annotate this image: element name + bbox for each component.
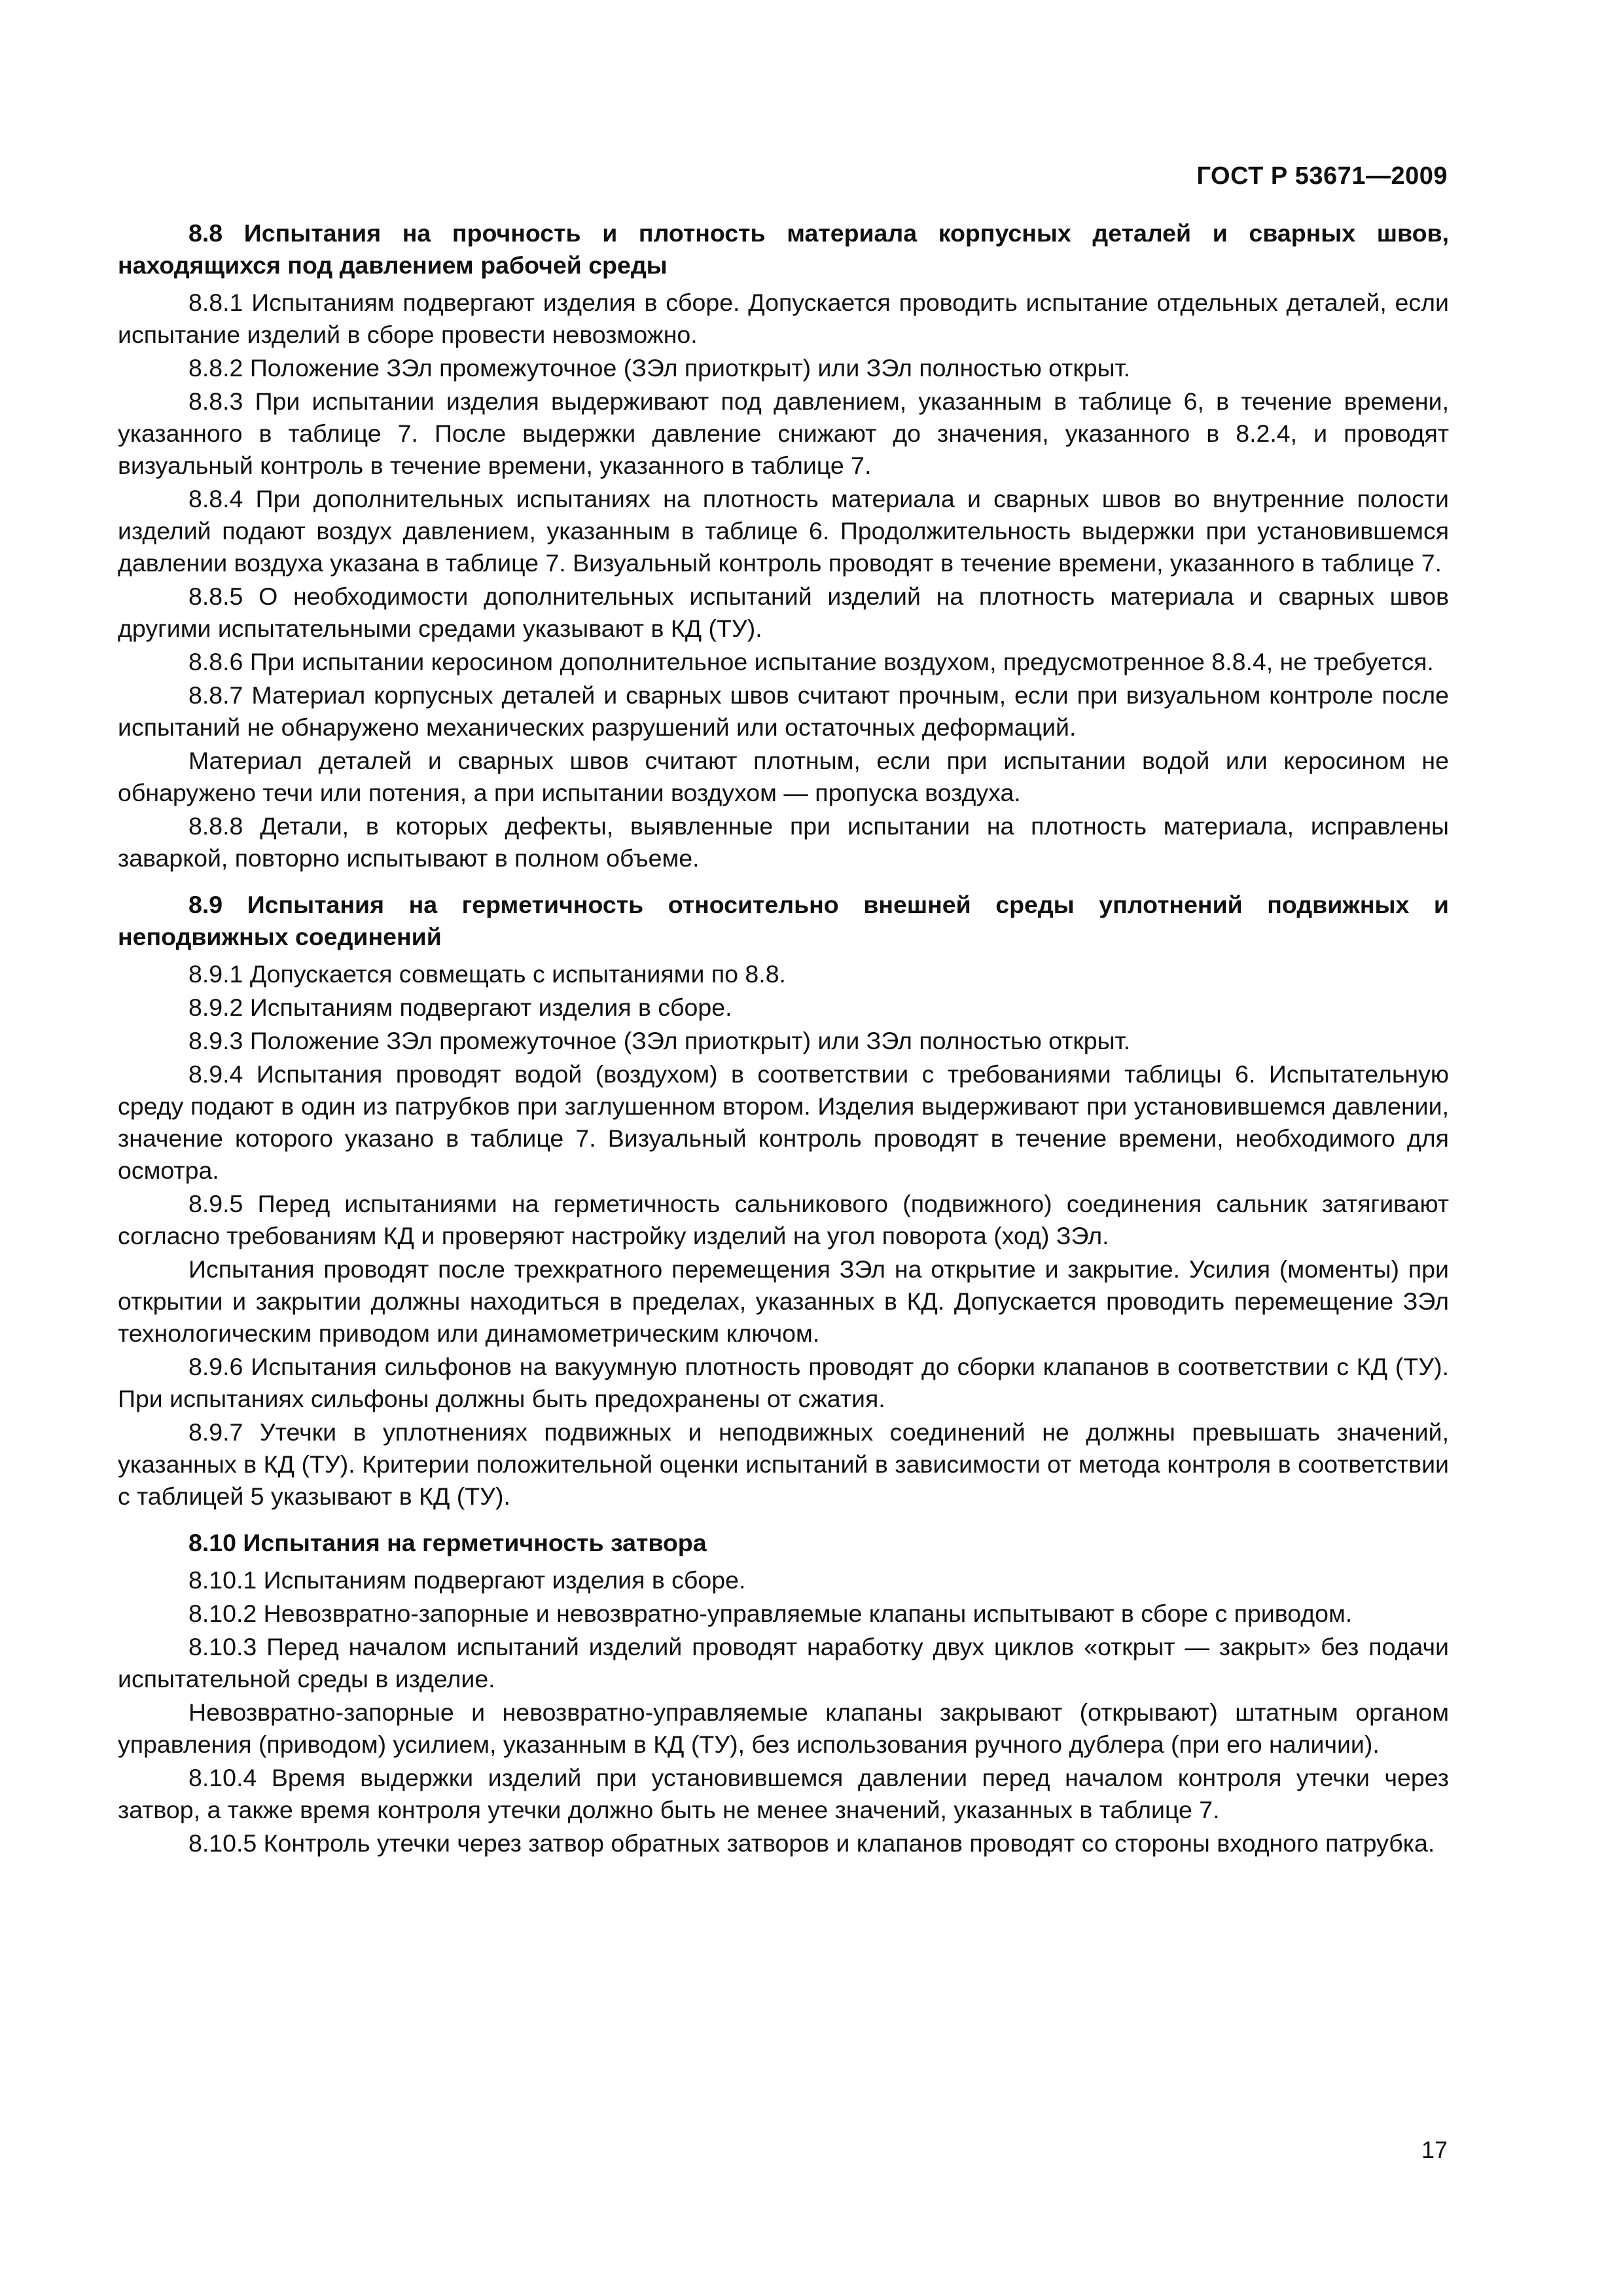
paragraph-8-10-3: 8.10.3 Перед началом испытаний изделий проводят наработку двух циклов «открыт — закрыт» без подачи испытательной среды в изделие.: [118, 1633, 1449, 1693]
paragraph-8-8-6: 8.8.6 При испытании керосином дополнительное испытание воздухом, предусмотренное 8.8.4, не требуется.: [188, 648, 1434, 675]
paragraph-8-9-7: 8.9.7 Утечки в уплотнениях подвижных и неподвижных соединений не должны превышать значений, указанных в КД (ТУ). Критерии положительной оценки испытаний в зависимости от метода контроля в соответствии с таблицей 5 указывают в КД (ТУ).: [118, 1418, 1449, 1510]
paragraph-8-9-2: 8.9.2 Испытаниям подвергают изделия в сборе.: [188, 994, 732, 1021]
paragraph-8-8-7: 8.8.7 Материал корпусных деталей и сварных швов считают прочным, если при визуальном контроле после испытаний не обнаружено механических разрушений или остаточных деформаций.: [118, 681, 1449, 741]
page-number: 17: [1421, 2136, 1448, 2163]
paragraph-8-10-4: 8.10.4 Время выдержки изделий при установившемся давлении перед началом контроля утечки через затвор, а также время контроля утечки должно быть не менее значений, указанных в таблице 7.: [118, 1764, 1449, 1823]
paragraph-8-9-6: 8.9.6 Испытания сильфонов на вакуумную плотность проводят до сборки клапанов в соответствии с КД (ТУ). При испытаниях сильфоны должны быть предохранены от сжатия.: [118, 1353, 1449, 1412]
document-body: [118, 217, 1449, 1861]
paragraph-8-9-1: 8.9.1 Допускается совмещать с испытаниями по 8.8.: [188, 960, 786, 988]
document-standard-id: ГОСТ Р 53671—2009: [1196, 162, 1448, 190]
paragraph-8-9-5: 8.9.5 Перед испытаниями на герметичность сальникового (подвижного) соединения сальник затягивают согласно требованиям КД и проверяют настройку изделий на угол поворота (ход) ЗЭл.: [118, 1190, 1449, 1249]
paragraph-8-10-2: 8.10.2 Невозвратно-запорные и невозвратно-управляемые клапаны испытывают в сборе с приводом.: [188, 1600, 1353, 1627]
paragraph-8-8-3: 8.8.3 При испытании изделия выдерживают под давлением, указанным в таблице 6, в течение времени, указанного в таблице 7. После выдержки давление снижают до значения, указанного в 8.2.4, и проводят визуальный контроль в течение времени, указанного в таблице 7.: [118, 387, 1449, 479]
section-heading-8-8: 8.8 Испытания на прочность и плотность материала корпусных деталей и сварных швов, находящихся под давлением рабочей среды: [118, 219, 1449, 279]
paragraph-8-8-4: 8.8.4 При дополнительных испытаниях на плотность материала и сварных швов во внутренние полости изделий подают воздух давлением, указанным в таблице 6. Продолжительность выдержки при установившемся давлении воздуха указана в таблице 7. Визуальный контроль проводят в течение времени, указанного в таблице 7.: [118, 485, 1449, 577]
paragraph-8-9-3: 8.9.3 Положение ЗЭл промежуточное (ЗЭл приоткрыт) или ЗЭл полностью открыт.: [188, 1027, 1130, 1054]
paragraph-8-10-1: 8.10.1 Испытаниям подвергают изделия в сборе.: [188, 1566, 746, 1594]
paragraph-8-8-2: 8.8.2 Положение ЗЭл промежуточное (ЗЭл приоткрыт) или ЗЭл полностью открыт.: [188, 354, 1130, 382]
paragraph-8-8-5: 8.8.5 О необходимости дополнительных испытаний изделий на плотность материала и сварных швов другими испытательными средами указывают в КД (ТУ).: [118, 583, 1449, 642]
paragraph-8-8-7-cont: Материал деталей и сварных швов считают плотным, если при испытании водой или керосином не обнаружено течи или потения, а при испытании воздухом — пропуска воздуха.: [118, 747, 1449, 806]
paragraph-8-10-3-cont: Невозвратно-запорные и невозвратно-управляемые клапаны закрывают (открывают) штатным органом управления (приводом) усилием, указанным в КД (ТУ), без использования ручного дублера (при его наличии).: [118, 1698, 1449, 1758]
section-heading-8-9: 8.9 Испытания на герметичность относительно внешней среды уплотнений подвижных и неподвижных соединений: [118, 891, 1449, 950]
paragraph-8-9-4: 8.9.4 Испытания проводят водой (воздухом) в соответствии с требованиями таблицы 6. Испытательную среду подают в один из патрубков при заглушенном втором. Изделия выдерживают при установившемся давлении, значение которого указано в таблице 7. Визуальный контроль проводят в течение времени, необходимого для осмотра.: [118, 1060, 1449, 1184]
paragraph-8-8-1: 8.8.1 Испытаниям подвергают изделия в сборе. Допускается проводить испытание отдельных деталей, если испытание изделий в сборе провести невозможно.: [118, 289, 1449, 348]
section-heading-8-10: 8.10 Испытания на герметичность затвора: [188, 1529, 707, 1556]
paragraph-8-8-8: 8.8.8 Детали, в которых дефекты, выявленные при испытании на плотность материала, исправлены заваркой, повторно испытывают в полном объеме.: [118, 812, 1449, 872]
paragraph-8-10-5: 8.10.5 Контроль утечки через затвор обратных затворов и клапанов проводят со стороны входного патрубка.: [188, 1829, 1435, 1857]
paragraph-8-9-5-cont: Испытания проводят после трехкратного перемещения ЗЭл на открытие и закрытие. Усилия (моменты) при открытии и закрытии должны находиться в пределах, указанных в КД. Допускается проводить перемещение ЗЭл технологическим приводом или динамометрическим ключом.: [118, 1255, 1449, 1347]
